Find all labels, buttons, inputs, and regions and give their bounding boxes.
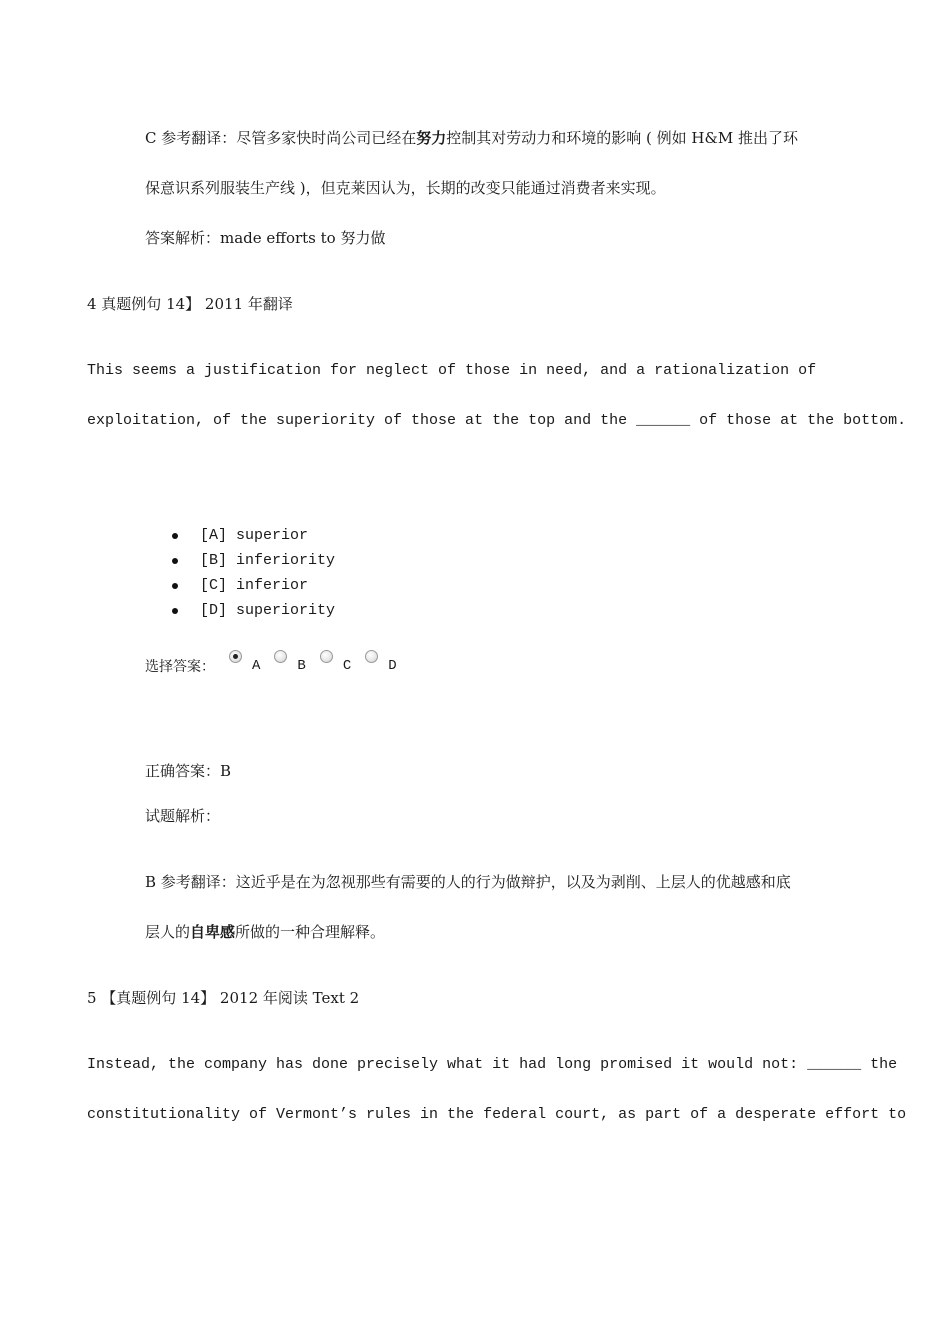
q3-translation-text-b: 控制其对劳动力和环境的影响 ( 例如 H&M 推出了环 xyxy=(446,129,798,147)
q4-header: 4 真题例句 14】 2011 年翻译 xyxy=(87,295,293,313)
q3-answer-analysis: 答案解析：made efforts to 努力做 xyxy=(145,229,386,247)
q3-translation-line-2: 保意识系列服装生产线 )，但克莱因认为，长期的改变只能通过消费者来实现。 xyxy=(145,179,666,197)
radio-a-label: A xyxy=(252,658,261,674)
q4-answer-choice-row xyxy=(145,650,411,678)
bullet-icon xyxy=(172,533,178,539)
q4-option-b-label: [B] inferiority xyxy=(200,552,336,569)
radio-d[interactable] xyxy=(365,650,378,663)
q4-option-c-label: [C] inferior xyxy=(200,577,309,594)
q4-option-d-label: [D] superiority xyxy=(200,602,336,619)
q4-translation-line-2 xyxy=(145,922,385,942)
q5-header: 5 【真题例句 14】 2012 年阅读 Text 2 xyxy=(87,989,360,1007)
q4-option-c xyxy=(172,576,335,601)
q4-option-b xyxy=(172,551,335,576)
q4-translation-text-a: 层人的 xyxy=(145,923,191,941)
q4-choose-label: 选择答案： xyxy=(145,659,215,675)
radio-a[interactable] xyxy=(229,650,242,663)
radio-b[interactable] xyxy=(274,650,287,663)
q4-analysis-label: 试题解析： xyxy=(145,807,221,825)
q4-option-a xyxy=(172,526,335,551)
bullet-icon xyxy=(172,583,178,589)
q4-correct-answer: 正确答案：B xyxy=(145,762,232,780)
q4-options-list xyxy=(172,526,335,626)
bullet-icon xyxy=(172,558,178,564)
q4-option-a-label: [A] superior xyxy=(200,527,309,544)
radio-c[interactable] xyxy=(320,650,333,663)
q5-sentence-line-1: Instead, the company has done precisely what it had long promised it would not: ______ the xyxy=(87,1056,898,1073)
radio-b-label: B xyxy=(297,658,306,674)
q3-translation-line-1 xyxy=(145,128,798,148)
q4-translation-text-b: 所做的一种合理解释。 xyxy=(235,923,386,941)
q4-sentence-line-1: This seems a justification for neglect of those in need, and a rationalization of xyxy=(87,362,817,379)
q4-translation-highlight: 自卑感 xyxy=(190,923,236,941)
radio-c-label: C xyxy=(342,658,352,674)
q5-sentence-line-2: constitutionality of Vermont’s rules in the federal court, as part of a desperate effort to xyxy=(87,1106,907,1123)
q4-sentence-line-2: exploitation, of the superiority of those at the top and the ______ of those at the bottom. xyxy=(87,412,907,429)
q4-option-d xyxy=(172,601,335,626)
bullet-icon xyxy=(172,608,178,614)
q3-translation-highlight: 努力 xyxy=(416,129,447,147)
q4-translation-line-1: B 参考翻译：这近乎是在为忽视那些有需要的人的行为做辩护，以及为剥削、上层人的优越感和底 xyxy=(145,873,791,891)
radio-d-label: D xyxy=(388,658,397,674)
q3-translation-text-a: C 参考翻译：尽管多家快时尚公司已经在 xyxy=(145,129,417,147)
